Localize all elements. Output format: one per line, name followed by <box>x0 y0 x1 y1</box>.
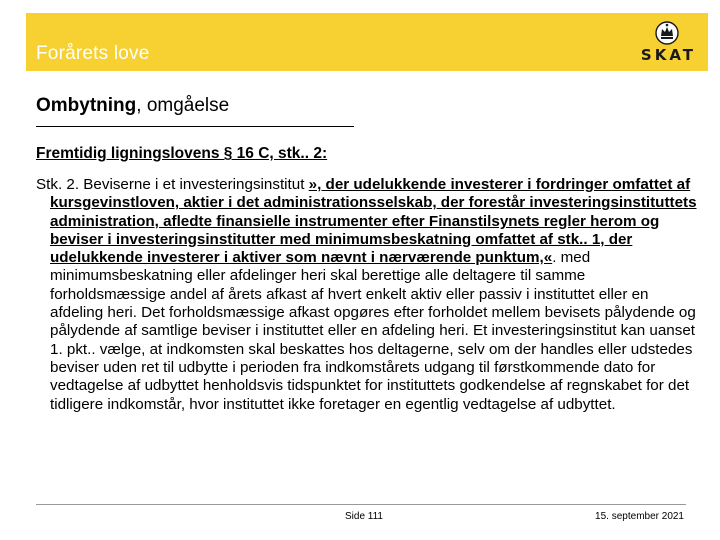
footer-divider <box>36 504 686 505</box>
slide-title-bold: Ombytning <box>36 95 137 116</box>
law-body-text <box>36 176 700 414</box>
presentation-title: Forårets love <box>36 43 150 64</box>
law-subheading: Fremtidig ligningslovens § 16 C, stk.. 2: <box>36 145 328 162</box>
logo-text: SKAT <box>640 46 696 64</box>
crown-icon <box>654 19 680 45</box>
body-highlight: », der udelukkende investerer i fordringer omfattet af kursgevinstloven, aktier i det administrationsselskab, der forestår investeringsinstituttets administration, afledte finansielle instrumenter efter Finanstilsynets regler herom og beviser i investeringsinstitutter med minimumsbeskatning omfattet af stk.. 1, der udelukkende investerer i aktiver som nævnt i nærværende punktum,« <box>50 176 697 267</box>
body-intro: Stk. 2. Beviserne i et investeringsinstitut <box>36 176 309 193</box>
slide-title <box>36 95 229 117</box>
body-rest: . med minimumsbeskatning eller afdelinger heri skal berettige alle deltagere til samme forholdsmæssige andel af årets afkast af hvert enkelt aktiv eller passiv i instituttet eller en afdeling heri. Det forholdsmæssige afkast opgøres efter forholdet mellem bevisets pålydende og pålydende af samtlige beviser i instituttet eller en afdeling heri. Et investeringsinstitut kan uanset 1. pkt.. vælge, at indkomsten skal beskattes hos deltagerne, selv om der handles eller udstedes beviser uden ret til udbytte i perioden fra indkomstårets udgang til førstkommende dato for vedtagelse af udbyttet henholdsvis tidspunktet for instituttets godkendelse af regnskabet for det tidligere indkomstår, hvor instituttet ikke foretager en egentlig vedtagelse af udbyttet. <box>50 249 696 413</box>
page-number: Side 111 <box>345 511 383 522</box>
slide-title-rest: , omgåelse <box>136 95 230 116</box>
skat-logo <box>624 19 700 67</box>
header-bar <box>26 13 708 71</box>
footer-date: 15. september 2021 <box>595 511 684 522</box>
title-divider <box>36 126 354 127</box>
